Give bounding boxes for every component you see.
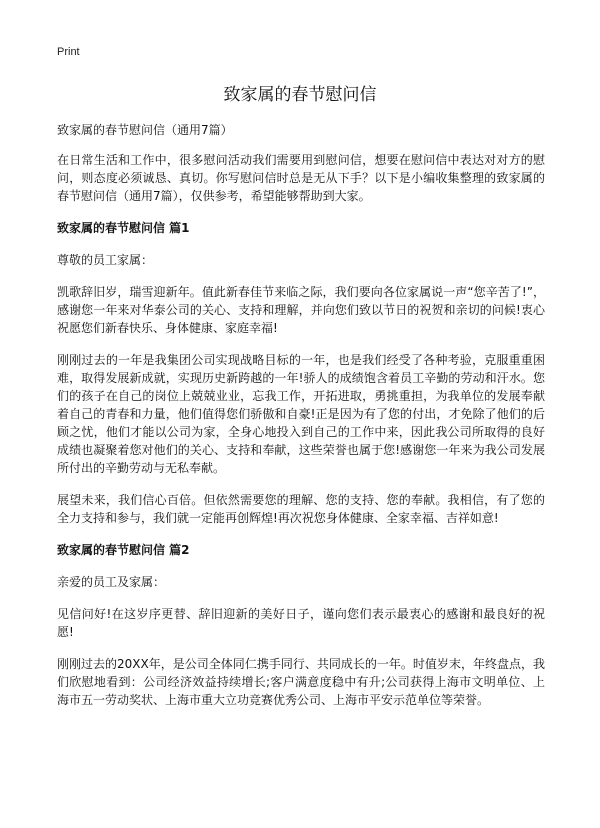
letter-paragraph: 见信问好!在这岁序更替、辞旧迎新的美好日子，谨向您们表示最衷心的感谢和最良好的祝愿! (57, 607, 545, 639)
letter-paragraph: 凯歌辞旧岁，瑞雪迎新年。值此新春佳节来临之际，我们要向各位家属说一声“您辛苦了!”，感谢您一年来对华泰公司的关心、支持和理解，并向您们致以节日的祝贺和亲切的问候!衷心祝愿您们新春快乐、身体健康、家庭幸福! (57, 285, 545, 335)
print-link[interactable]: Print (57, 46, 80, 58)
section-heading: 致家属的春节慰问信 篇1 (57, 221, 190, 235)
intro-paragraph: 在日常生活和工作中，很多慰问活动我们需要用到慰问信，想要在慰问信中表达对对方的慰问，则态度必须诚恳、真切。你写慰问信时总是无从下手？以下是小编收集整理的致家属的春节慰问信（通用7篇），仅供参考，希望能够帮助到大家。 (57, 153, 545, 203)
letter-section-2 (57, 541, 545, 709)
letter-greeting: 亲爱的员工及家属： (57, 575, 166, 589)
letter-section-1 (57, 219, 545, 527)
letter-greeting: 尊敬的员工家属： (57, 253, 154, 267)
letter-paragraph: 刚刚过去的一年是我集团公司实现战略目标的一年，也是我们经受了各种考验，克服重重困难，取得发展新成就，实现历史新跨越的一年!骄人的成绩饱含着员工辛勤的劳动和汗水。您们的孩子在自己的岗位上兢兢业业，忘我工作，开拓进取，勇挑重担，为我单位的发展奉献着自己的青春和力量，他们值得您们骄傲和自豪!正是因为有了您的付出，才免除了他们的后顾之忧，他们才能以公司为家，全身心地投入到自己的工作中来，因此我公司所取得的良好成绩也凝聚着您对他们的关心、支持和奉献，这些荣誉也属于您!感谢您一年来为我公司发展所付出的辛勤劳动与无私奉献。 (57, 353, 545, 475)
page-title: 致家属的春节慰问信 (223, 85, 377, 105)
section-heading: 致家属的春节慰问信 篇2 (57, 543, 190, 557)
letter-paragraph: 刚刚过去的20XX年，是公司全体同仁携手同行、共同成长的一年。时值岁末，年终盘点，我们欣慰地看到：公司经济效益持续增长;客户满意度稳中有升;公司获得上海市文明单位、上海市五一劳动奖状、上海市重大立功竞赛优秀公司、上海市平安示范单位等荣誉。 (57, 657, 545, 707)
document-body (57, 121, 545, 723)
letter-paragraph: 展望未来，我们信心百倍。但依然需要您的理解、您的支持、您的奉献。我相信，有了您的全力支持和参与，我们就一定能再创辉煌!再次祝您身体健康、全家幸福、吉祥如意! (57, 493, 545, 525)
document-subtitle: 致家属的春节慰问信（通用7篇） (57, 123, 233, 137)
